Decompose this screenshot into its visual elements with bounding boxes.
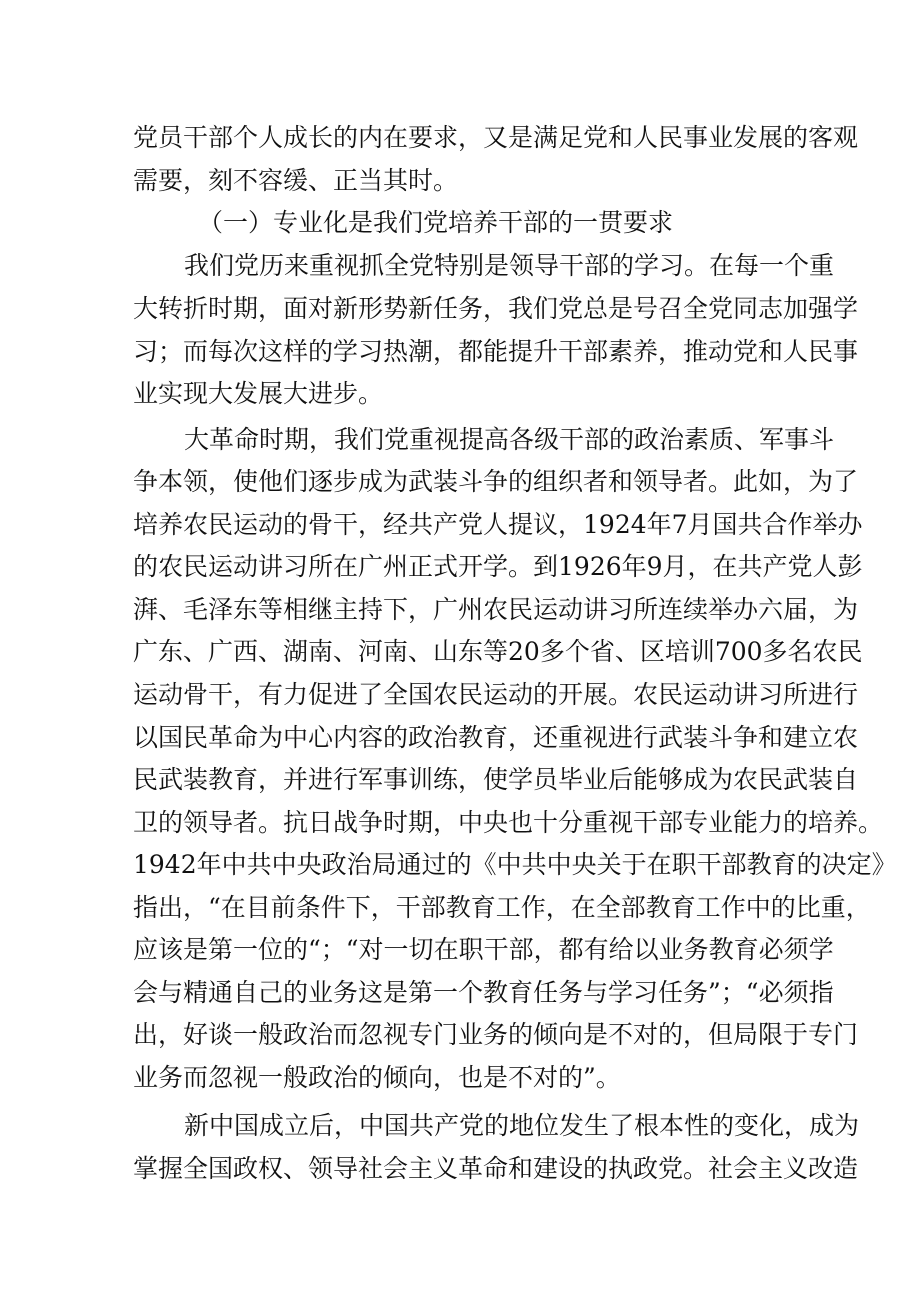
text-line: 会与精通自己的业务这是第一个教育任务与学习任务”；“必须指 — [133, 978, 834, 1007]
text-line: 1942年中共中央政治局通过的《中共中央关于在职干部教育的决定》 — [133, 850, 897, 879]
text-line: 民武装教育，并进行军事训练，使学员毕业后能够成为农民武装自 — [133, 765, 859, 794]
text-line: 培养农民运动的骨干，经共产党人提议，1924年7月国共合作举办 — [133, 510, 863, 539]
text-line: 新中国成立后，中国共产党的地位发生了根本性的变化，成为 — [184, 1111, 860, 1140]
text-line: 习；而每次这样的学习热潮，都能提升干部素养，推动党和人民事 — [133, 337, 859, 366]
text-line: 指出，“在目前条件下，干部教育工作，在全部教育工作中的比重， — [133, 893, 871, 922]
text-line: 党员干部个人成长的内在要求，又是满足党和人民事业发展的客观 — [133, 123, 859, 152]
text-line: 应该是第一位的“；“对一切在职干部，都有给以业务教育必须学 — [133, 935, 834, 964]
text-line: 以国民革命为中心内容的政治教育，还重视进行武装斗争和建立农 — [133, 723, 859, 752]
text-line: 运动骨干，有力促进了全国农民运动的开展。农民运动讲习所进行 — [133, 680, 859, 709]
text-line: 卫的领导者。抗日战争时期，中央也十分重视干部专业能力的培养。 — [133, 808, 884, 837]
text-line: 争本领，使他们逐步成为武装斗争的组织者和领导者。此如，为了 — [133, 467, 859, 496]
text-line: 掌握全国政权、领导社会主义革命和建设的执政党。社会主义改造 — [133, 1154, 859, 1183]
text-line: 业务而忽视一般政治的倾向，也是不对的”。 — [133, 1063, 621, 1092]
text-line: 大革命时期，我们党重视提高各级干部的政治素质、军事斗 — [184, 425, 835, 454]
text-line: 湃、毛泽东等相继主持下，广州农民运动讲习所连续举办六届，为 — [133, 595, 859, 624]
text-line: 需要，刻不容缓、正当其时。 — [133, 166, 459, 195]
text-line: 出，好谈一般政治而忽视专门业务的倾向是不对的，但局限于专门 — [133, 1020, 859, 1049]
text-line: 广东、广西、湖南、河南、山东等20多个省、区培训700多名农民 — [133, 637, 863, 666]
section-heading: （一）专业化是我们党培养干部的一贯要求 — [198, 208, 674, 237]
text-line: 业实现大发展大进步。 — [133, 379, 384, 408]
text-line: 我们党历来重视抓全党特别是领导干部的学习。在每一个重 — [184, 251, 835, 280]
text-line: 大转折时期，面对新形势新任务，我们党总是号召全党同志加强学 — [133, 294, 859, 323]
text-line: 的农民运动讲习所在广州正式开学。到1926年9月，在共产党人彭 — [133, 552, 863, 581]
